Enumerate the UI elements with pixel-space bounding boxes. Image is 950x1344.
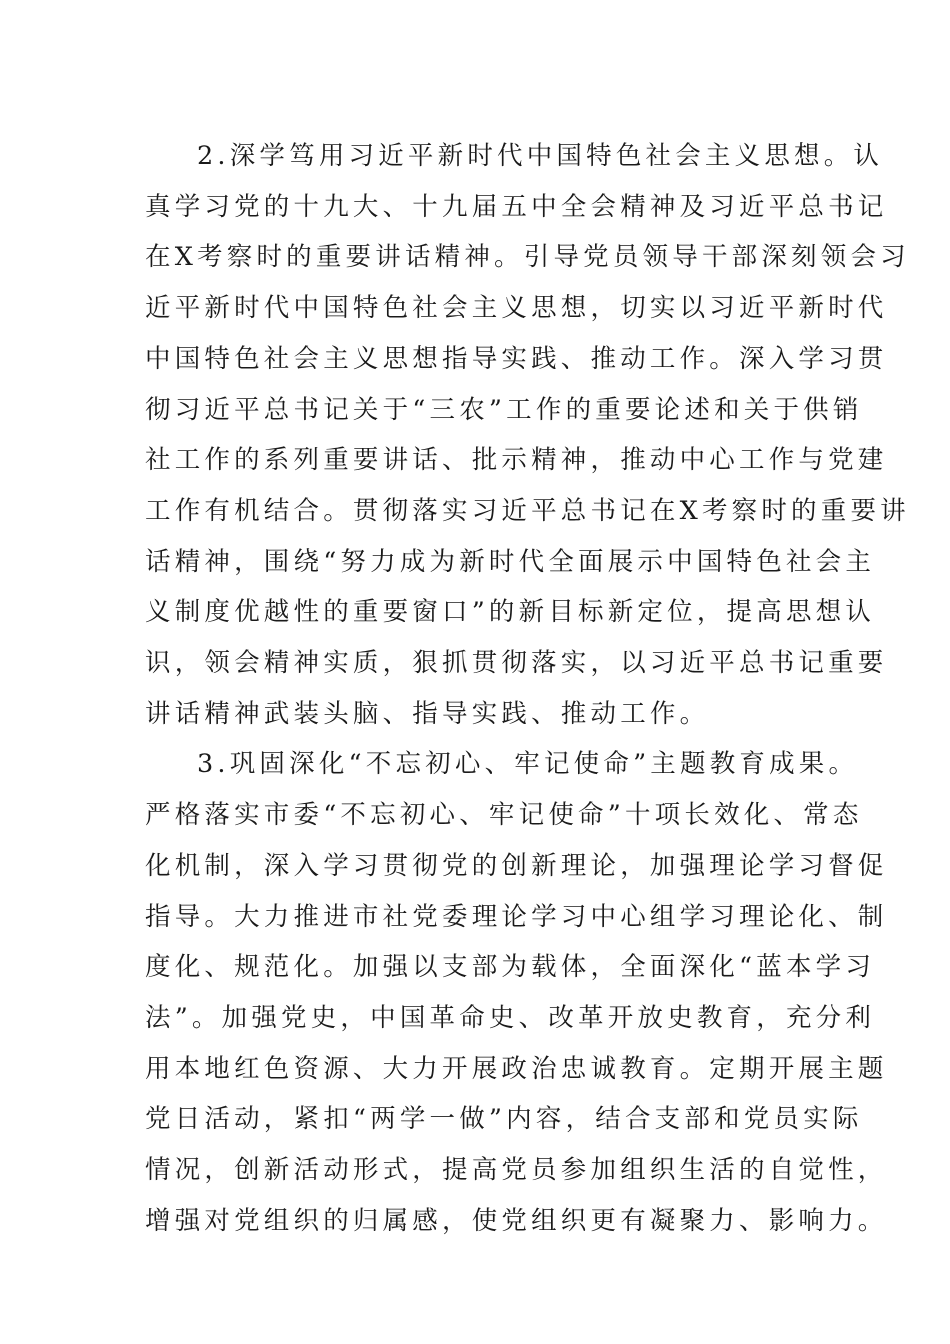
text-line: 增强对党组织的归属感，使党组织更有凝聚力、影响力。 xyxy=(145,1205,888,1236)
text-line: 情况，创新活动形式，提高党员参加组织生活的自觉性， xyxy=(145,1155,888,1186)
text-line: 彻习近平总书记关于“三农”工作的重要论述和关于供销 xyxy=(145,394,863,425)
paragraph-consolidate-education xyxy=(145,739,888,1246)
document-body xyxy=(145,131,910,1246)
text-line: 法”。加强党史，中国革命史、改革开放史教育，充分利 xyxy=(145,1002,876,1033)
text-line: 化机制，深入学习贯彻党的创新理论，加强理论学习督促 xyxy=(145,850,888,881)
text-line: 义制度优越性的重要窗口”的新目标新定位，提高思想认 xyxy=(145,597,876,628)
text-line: 党日活动，紧扣“两学一做”内容，结合支部和党员实际 xyxy=(145,1104,863,1135)
text-line: 指导。大力推进市社党委理论学习中心组学习理论化、制 xyxy=(145,901,888,932)
text-line: 工作有机结合。贯彻落实习近平总书记在X考察时的重要讲 xyxy=(145,495,910,526)
text-line: 度化、规范化。加强以支部为载体，全面深化“蓝本学习 xyxy=(145,952,876,983)
text-line: 中国特色社会主义思想指导实践、推动工作。深入学习贯 xyxy=(145,343,888,374)
text-line: 真学习党的十九大、十九届五中全会精神及习近平总书记 xyxy=(145,191,888,222)
text-line: 近平新时代中国特色社会主义思想，切实以习近平新时代 xyxy=(145,293,888,324)
text-line: 用本地红色资源、大力开展政治忠诚教育。定期开展主题 xyxy=(145,1053,888,1084)
text-line: 严格落实市委“不忘初心、牢记使命”十项长效化、常态 xyxy=(145,800,863,831)
text-line: 讲话精神武装头脑、指导实践、推动工作。 xyxy=(145,698,710,729)
paragraph-study-xi-thought xyxy=(145,131,910,739)
text-line: 社工作的系列重要讲话、批示精神，推动中心工作与党建 xyxy=(145,445,888,476)
text-line: 在X考察时的重要讲话精神。引导党员领导干部深刻领会习 xyxy=(145,242,910,273)
text-line: 话精神，围绕“努力成为新时代全面展示中国特色社会主 xyxy=(145,546,876,577)
text-line: 3.巩固深化“不忘初心、牢记使命”主题教育成果。 xyxy=(197,749,859,780)
text-line: 2.深学笃用习近平新时代中国特色社会主义思想。认 xyxy=(197,141,884,171)
text-line: 识，领会精神实质，狠抓贯彻落实，以习近平总书记重要 xyxy=(145,648,888,679)
